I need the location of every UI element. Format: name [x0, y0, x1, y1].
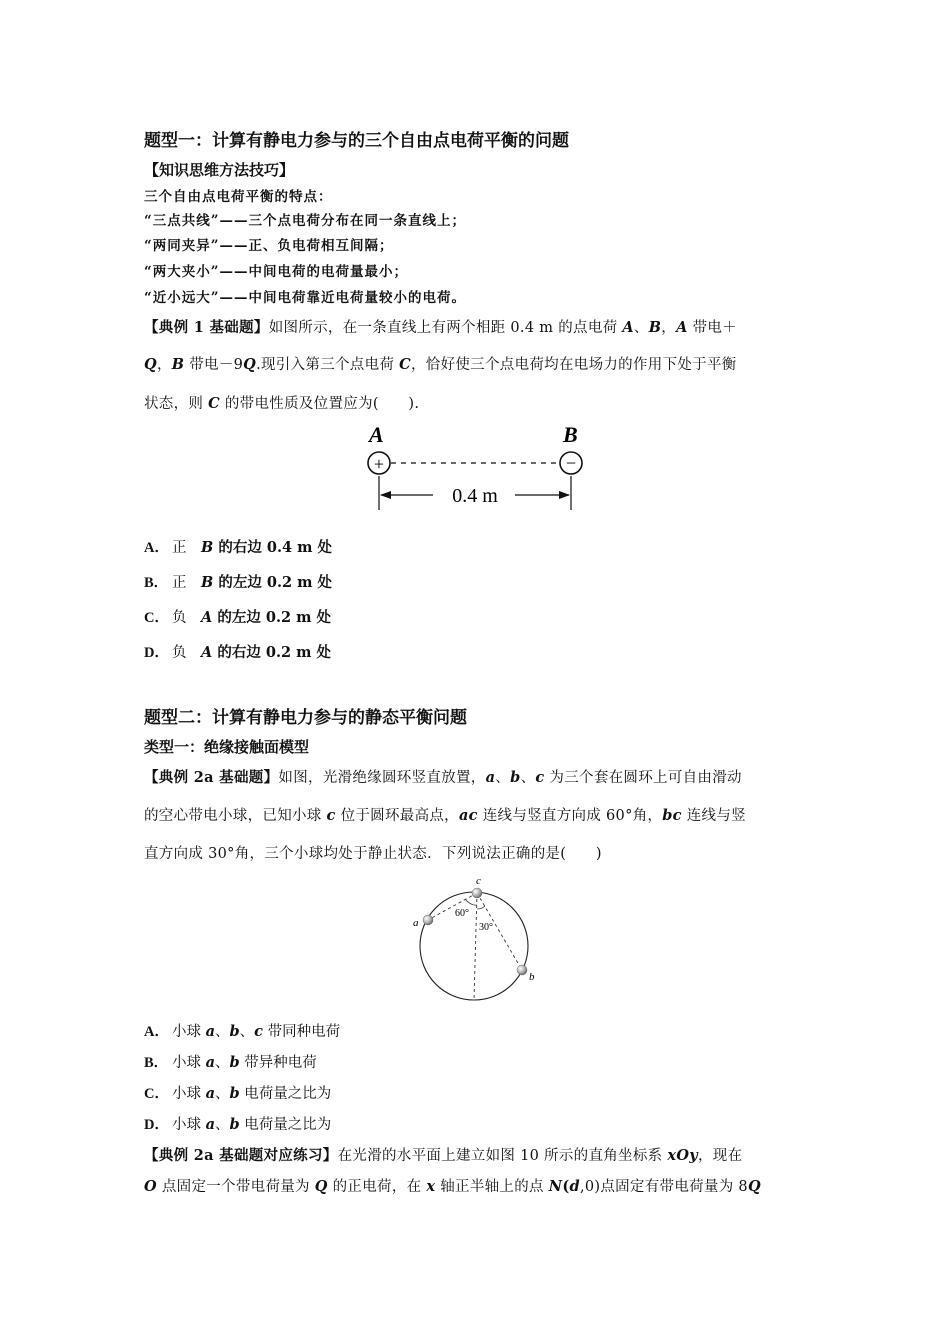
- ball-a: [423, 915, 433, 925]
- tip-line: 三个自由点电荷平衡的特点：: [144, 189, 333, 205]
- var: x: [426, 1178, 436, 1195]
- var: b: [229, 1023, 240, 1040]
- charges-figure: [355, 418, 600, 518]
- label-a: a: [413, 917, 419, 929]
- var: Q: [243, 356, 257, 373]
- option-c[interactable]: [144, 1082, 810, 1103]
- text: 、: [215, 1086, 230, 1102]
- angle-60-label: 60°: [455, 908, 469, 919]
- text: 、: [215, 1117, 230, 1133]
- tip-line: “两同夹异”——正、负电荷相互间隔；: [144, 238, 394, 254]
- angle-30-label: 30°: [479, 922, 493, 933]
- label-b: B: [563, 422, 578, 447]
- var: A: [676, 319, 688, 336]
- text: ,0)点固定有带电荷量为 8: [579, 1179, 748, 1195]
- var: O: [144, 1178, 157, 1195]
- option-sign: 负: [172, 645, 187, 661]
- text: 如图，光滑绝缘圆环竖直放置，: [278, 770, 486, 786]
- text: 、: [520, 770, 536, 786]
- text: 、: [495, 770, 511, 786]
- text: ，现在: [698, 1148, 743, 1164]
- practice-line2: [144, 1175, 810, 1196]
- option-letter: C．: [144, 1086, 169, 1102]
- option-c[interactable]: [144, 606, 810, 627]
- option-text: 带同种电荷: [263, 1024, 341, 1040]
- text: 、: [239, 1024, 255, 1040]
- section2-subtitle: 类型一：绝缘接触面模型: [144, 738, 310, 756]
- text: 带电－9: [184, 357, 244, 373]
- var: d: [569, 1178, 580, 1195]
- option-letter: A．: [144, 1024, 169, 1040]
- option-text: 电荷量之比为: [239, 1086, 332, 1102]
- option-text: 带异种电荷: [239, 1055, 317, 1071]
- section1-title: 题型一：计算有静电力参与的三个自由点电荷平衡的问题: [144, 131, 569, 151]
- var: B: [201, 574, 214, 591]
- text: 的空心带电小球，已知小球: [144, 808, 322, 824]
- ring-figure: [405, 874, 555, 1006]
- option-letter: B．: [144, 1055, 169, 1071]
- vertical-dashed: [474, 893, 477, 1000]
- tip-line: “三点共线”——三个点电荷分布在同一条直线上；: [144, 213, 467, 229]
- var: c: [326, 807, 336, 824]
- var: bc: [662, 807, 682, 824]
- var: Q: [747, 1178, 761, 1195]
- text: 轴正半轴上的点: [435, 1179, 544, 1195]
- option-sign: 正: [172, 540, 187, 556]
- text: .现引入第三个点电荷: [256, 357, 395, 373]
- var: B: [171, 356, 185, 373]
- option-d[interactable]: [144, 1113, 810, 1134]
- option-text: 的右边 0.4 m 处: [213, 539, 333, 556]
- example-tag: 【典例 1 基础题】: [144, 319, 269, 336]
- var: a: [205, 1054, 216, 1071]
- text: 的正电荷，在: [327, 1179, 422, 1195]
- section2-title: 题型二：计算有静电力参与的静态平衡问题: [144, 708, 467, 728]
- var: a: [205, 1023, 216, 1040]
- text: 、: [633, 320, 649, 336]
- text: (: [562, 1178, 570, 1195]
- arrow-right-head: [559, 491, 570, 499]
- option-letter: C．: [144, 610, 169, 626]
- text: 为三个套在圆环上可自由滑动: [544, 770, 742, 786]
- option-sign: 正: [172, 575, 187, 591]
- tip-line: “近小远大”——中间电荷靠近电荷量较小的电荷。: [144, 290, 467, 306]
- example1-line2: [144, 353, 810, 374]
- var: B: [201, 539, 214, 556]
- option-a[interactable]: [144, 536, 810, 557]
- text: 的带电性质及位置应为( ).: [219, 396, 420, 412]
- angle-arc-30: [477, 906, 485, 909]
- text: 、: [215, 1055, 230, 1071]
- var: a: [205, 1116, 216, 1133]
- distance-label: 0.4 m: [452, 485, 498, 507]
- text: ，: [156, 357, 172, 373]
- example1-line1: [144, 316, 810, 337]
- label-b: b: [529, 971, 535, 983]
- var: B: [648, 319, 662, 336]
- var: A: [201, 644, 213, 661]
- minus-sign: −: [565, 453, 577, 473]
- option-letter: D．: [144, 645, 169, 661]
- ball-c: [472, 888, 482, 898]
- option-letter: D．: [144, 1117, 169, 1133]
- text: 在光滑的水平面上建立如图 10 所示的直角坐标系: [337, 1148, 663, 1164]
- option-b[interactable]: [144, 571, 810, 592]
- text: 状态，则: [144, 396, 204, 412]
- text: ，恰好使三个点电荷均在电场力的作用下处于平衡: [410, 357, 737, 373]
- ball-b: [517, 965, 527, 975]
- var: C: [399, 356, 411, 373]
- var: A: [622, 319, 634, 336]
- var: c: [254, 1023, 263, 1040]
- text: ，: [661, 320, 677, 336]
- label-c: c: [476, 875, 481, 887]
- text: 小球: [172, 1024, 206, 1040]
- tip-line: “两大夹小”——中间电荷的电荷量最小；: [144, 264, 409, 280]
- tips-heading: 【知识思维方法技巧】: [144, 161, 295, 179]
- var: Q: [144, 356, 157, 373]
- option-sign: 负: [172, 610, 187, 626]
- var: c: [535, 769, 545, 786]
- option-b[interactable]: [144, 1051, 810, 1072]
- option-letter: A．: [144, 540, 169, 556]
- example1-line3: [144, 392, 810, 413]
- text: 位于圆环最高点，: [335, 808, 459, 824]
- var: b: [229, 1116, 240, 1133]
- text: 、: [215, 1024, 230, 1040]
- text: 点固定一个带电荷量为: [156, 1179, 310, 1195]
- var: ac: [458, 807, 478, 824]
- text: 带电＋: [687, 320, 737, 336]
- example2a-line3: 直方向成 30°角，三个小球均处于静止状态．下列说法正确的是( ): [144, 846, 602, 862]
- text: 小球: [172, 1055, 206, 1071]
- option-text: 的左边 0.2 m 处: [212, 609, 332, 626]
- var: xOy: [667, 1147, 698, 1164]
- option-d[interactable]: [144, 641, 810, 662]
- angle-arc-60: [465, 899, 477, 905]
- text: 小球: [172, 1086, 206, 1102]
- var: C: [208, 395, 220, 412]
- text: 连线与竖: [681, 808, 746, 824]
- var: a: [485, 769, 496, 786]
- text: 小球: [172, 1117, 206, 1133]
- option-a[interactable]: [144, 1020, 810, 1041]
- var: b: [229, 1085, 240, 1102]
- example2a-line2: [144, 804, 810, 825]
- var: b: [229, 1054, 240, 1071]
- plus-sign: +: [373, 454, 385, 474]
- var: A: [201, 609, 213, 626]
- option-text: 的右边 0.2 m 处: [212, 644, 332, 661]
- option-text: 电荷量之比为: [239, 1117, 332, 1133]
- ring: [420, 892, 528, 1000]
- var: a: [205, 1085, 216, 1102]
- example-tag: 【典例 2a 基础题对应练习】: [144, 1147, 338, 1164]
- label-a: A: [369, 422, 384, 447]
- practice-line1: [144, 1144, 810, 1165]
- option-letter: B．: [144, 575, 169, 591]
- example2a-line1: [144, 766, 810, 787]
- option-text: 的左边 0.2 m 处: [213, 574, 333, 591]
- text: 连线与竖直方向成 60°角，: [477, 808, 663, 824]
- text: 如图所示，在一条直线上有两个相距 0.4 m 的点电荷: [268, 320, 618, 336]
- var: Q: [314, 1178, 328, 1195]
- var: N: [548, 1178, 563, 1195]
- var: b: [510, 769, 521, 786]
- example-tag: 【典例 2a 基础题】: [144, 769, 279, 786]
- arrow-left-head: [380, 491, 391, 499]
